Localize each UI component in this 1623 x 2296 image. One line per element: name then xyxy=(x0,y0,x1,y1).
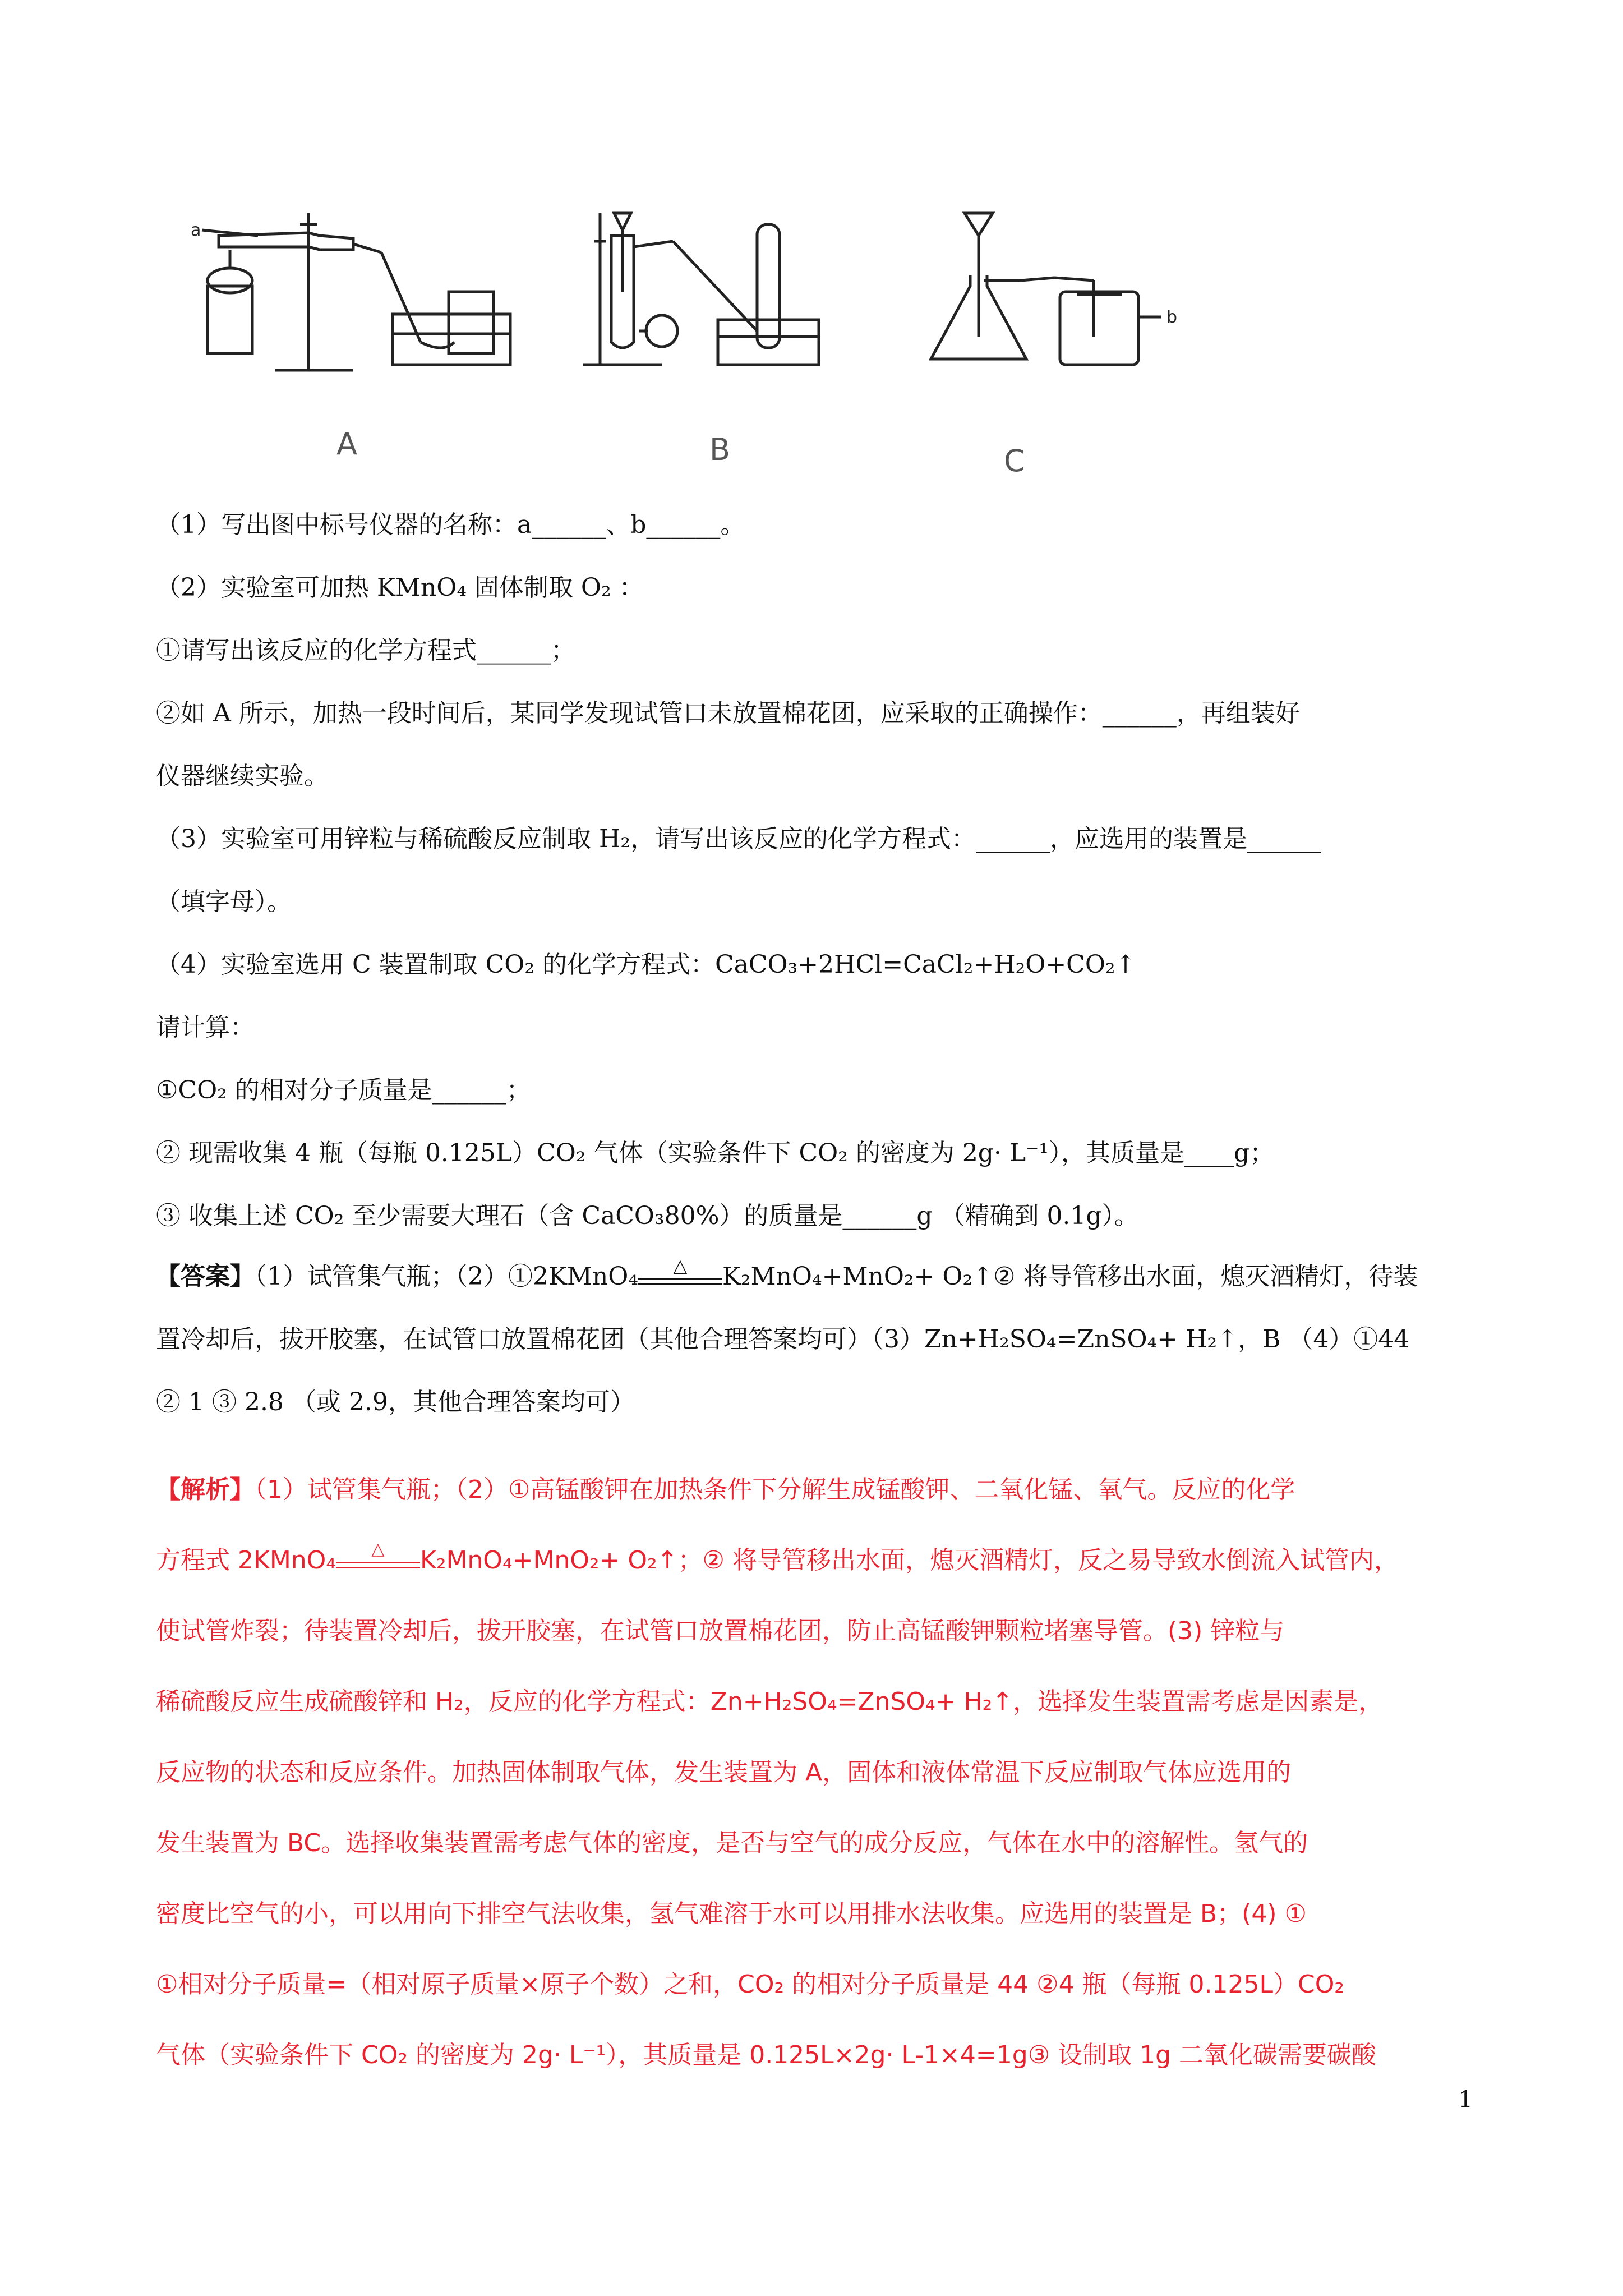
apparatus-c-drawing xyxy=(909,202,1256,381)
analysis-line-4: 稀硫酸反应生成硫酸锌和 H₂，反应的化学方程式：Zn+H₂SO₄=ZnSO₄+ H₂↑，选择发生装置需考虑是因素是， xyxy=(156,1687,1384,1716)
answer-text-1a: （1）试管集气瓶；（2）①2KMnO₄ xyxy=(255,1262,638,1291)
analysis-line-3: 使试管炸裂；待装置冷却后，拔开胶塞，在试管口放置棉花团，防止高锰酸钾颗粒堵塞导管。(3) 锌粒与 xyxy=(156,1617,1285,1645)
analysis-text-1: （1）试管集气瓶；（2）①高锰酸钾在加热条件下分解生成锰酸钾、二氧化锰、氧气。反应的化学 xyxy=(255,1475,1295,1504)
apparatus-b-figure xyxy=(572,202,920,381)
analysis-line-9: 气体（实验条件下 CO₂ 的密度为 2g· L⁻¹），其质量是 0.125L×2g· L-1×4=1g③ 设制取 1g 二氧化碳需要碳酸 xyxy=(156,2041,1377,2069)
analysis-line-6: 发生装置为 BC。选择收集装置需考虑气体的密度，是否与空气的成分反应，气体在水中的溶解性。氢气的 xyxy=(156,1829,1308,1857)
apparatus-figures xyxy=(168,202,1514,494)
analysis-line-8: ①相对分子质量=（相对原子质量×原子个数）之和，CO₂ 的相对分子质量是 44 ②4 瓶（每瓶 0.125L）CO₂ xyxy=(156,1970,1345,1999)
question-line-9: 请计算： xyxy=(156,1013,255,1042)
figure-label-a: A xyxy=(336,426,357,462)
analysis-heat-condition-mark xyxy=(336,1539,420,1568)
answer-line-1 xyxy=(156,1257,1418,1297)
apparatus-c-figure xyxy=(909,202,1256,381)
marker-a: a xyxy=(191,220,201,240)
apparatus-a-drawing xyxy=(185,202,533,381)
question-line-3: ①请写出该反应的化学方程式______； xyxy=(156,636,575,665)
answer-text-1b: K₂MnO₄+MnO₂+ O₂↑② 将导管移出水面，熄灭酒精灯，待装 xyxy=(722,1262,1418,1291)
question-line-4: ②如 A 所示，加热一段时间后，某同学发现试管口未放置棉花团，应采取的正确操作：______，再组装好 xyxy=(156,699,1300,728)
analysis-heat-symbol: △ xyxy=(371,1539,385,1559)
question-line-8: （4）实验室选用 C 装置制取 CO₂ 的化学方程式：CaCO₃+2HCl=CaCl₂+H₂O+CO₂↑ xyxy=(156,950,1136,979)
analysis-label: 【解析】 xyxy=(156,1475,255,1504)
question-line-7: （填字母）。 xyxy=(156,887,292,916)
marker-b: b xyxy=(1166,307,1178,327)
question-line-5: 仪器继续实验。 xyxy=(156,762,329,790)
figure-label-b: B xyxy=(709,432,731,467)
analysis-line-7: 密度比空气的小，可以用向下排空气法收集，氢气难溶于水可以用排水法收集。应选用的装置是 B；(4) ① xyxy=(156,1899,1307,1928)
analysis-text-2b: K₂MnO₄+MnO₂+ O₂↑；② 将导管移出水面，熄灭酒精灯，反之易导致水倒流入试管内， xyxy=(419,1546,1399,1575)
answer-line-3: ② 1 ③ 2.8 （或 2.9，其他合理答案均可） xyxy=(156,1388,635,1416)
page-number: 1 xyxy=(1458,2087,1473,2113)
apparatus-a-figure xyxy=(185,202,533,381)
apparatus-b-drawing xyxy=(572,202,920,381)
question-line-6: （3）实验室可用锌粒与稀硫酸反应制取 H₂，请写出该反应的化学方程式：______，应选用的装置是______ xyxy=(156,825,1321,853)
figure-label-c: C xyxy=(1004,443,1025,478)
question-line-1: （1）写出图中标号仪器的名称：a______、b______。 xyxy=(156,510,745,539)
analysis-line-5: 反应物的状态和反应条件。加热固体制取气体，发生装置为 A，固体和液体常温下反应制取气体应选用的 xyxy=(156,1758,1292,1787)
analysis-line-2 xyxy=(156,1540,1399,1581)
answer-line-2: 置冷却后，拔开胶塞，在试管口放置棉花团（其他合理答案均可）（3）Zn+H₂SO₄=ZnSO₄+ H₂↑，B （4）①44 xyxy=(156,1325,1410,1354)
heat-condition-mark xyxy=(638,1255,722,1285)
question-line-10: ①CO₂ 的相对分子质量是______； xyxy=(156,1076,531,1105)
heat-symbol: △ xyxy=(673,1255,688,1276)
analysis-line-1 xyxy=(156,1470,1295,1510)
question-line-12: ③ 收集上述 CO₂ 至少需要大理石（含 CaCO₃80%）的质量是______g （精确到 0.1g）。 xyxy=(156,1202,1139,1230)
analysis-text-2a: 方程式 2KMnO₄ xyxy=(156,1546,336,1575)
question-line-11: ② 现需收集 4 瓶（每瓶 0.125L）CO₂ 气体（实验条件下 CO₂ 的密度为 2g· L⁻¹），其质量是____g； xyxy=(156,1139,1275,1167)
answer-label: 【答案】 xyxy=(156,1262,255,1291)
question-line-2: （2）实验室可加热 KMnO₄ 固体制取 O₂ ： xyxy=(156,573,644,602)
